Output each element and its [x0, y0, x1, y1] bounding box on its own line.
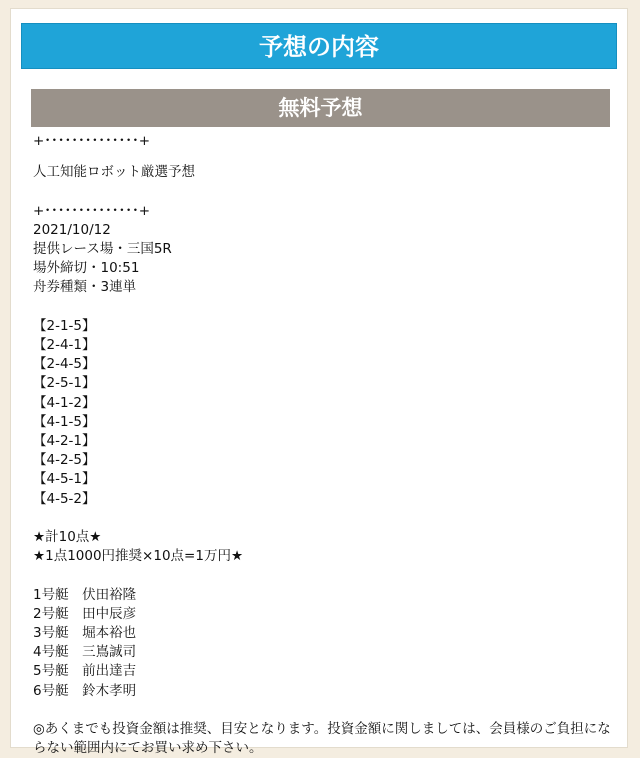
race-venue: 提供レース場・三国5R	[33, 241, 172, 257]
divider-bottom: +･･････････････+	[33, 202, 151, 219]
pick-item: 【4-2-1】	[33, 433, 96, 450]
pick-item: 【4-2-5】	[33, 452, 96, 469]
pick-item: 【2-4-5】	[33, 356, 96, 373]
blank-line	[33, 566, 611, 585]
pick-item: 【4-1-5】	[33, 413, 96, 430]
blank-line	[33, 509, 611, 528]
total-points: ★計10点★	[33, 529, 102, 546]
page-title: 予想の内容	[21, 23, 617, 69]
boat-entry: 4号艇 三嶌誠司	[33, 644, 137, 661]
section-title: 無料予想	[31, 89, 610, 127]
blank-line	[33, 701, 611, 720]
boat-entry: 6号艇 鈴木孝明	[33, 682, 137, 699]
race-date: 2021/10/12	[33, 221, 111, 238]
boat-entry: 3号艇 堀本裕也	[33, 625, 137, 642]
boat-entry: 1号艇 伏田裕隆	[33, 586, 137, 603]
pick-item: 【4-5-1】	[33, 471, 96, 488]
investment-note: ◎あくまでも投資金額は推奨、目安となります。投資金額に関しましては、会員様のご負担にならない範囲内にてお買い求め下さい。	[33, 721, 611, 757]
pick-item: 【4-1-2】	[33, 394, 96, 411]
pick-item: 【2-4-1】	[33, 337, 96, 353]
pick-item: 【4-5-2】	[33, 490, 96, 507]
blank-line	[33, 298, 611, 317]
boat-entry: 2号艇 田中辰彦	[33, 605, 137, 622]
content-card	[10, 8, 628, 757]
blank-line	[33, 182, 611, 201]
pick-item: 【2-5-1】	[33, 375, 96, 392]
picks-list	[33, 317, 611, 509]
stake-recommendation: ★1点1000円推奨×10点=1万円★	[33, 548, 244, 565]
blank-line	[33, 151, 611, 163]
prediction-heading: 人工知能ロボット厳選予想	[33, 164, 195, 181]
ticket-type: 舟券種類・3連単	[33, 279, 137, 296]
prediction-content	[33, 132, 611, 758]
boat-entry: 5号艇 前出達吉	[33, 663, 137, 680]
divider-top: +･･････････････+	[33, 133, 151, 149]
race-deadline: 場外締切・10:51	[33, 260, 140, 277]
pick-item: 【2-1-5】	[33, 317, 96, 334]
boat-list	[33, 586, 611, 701]
